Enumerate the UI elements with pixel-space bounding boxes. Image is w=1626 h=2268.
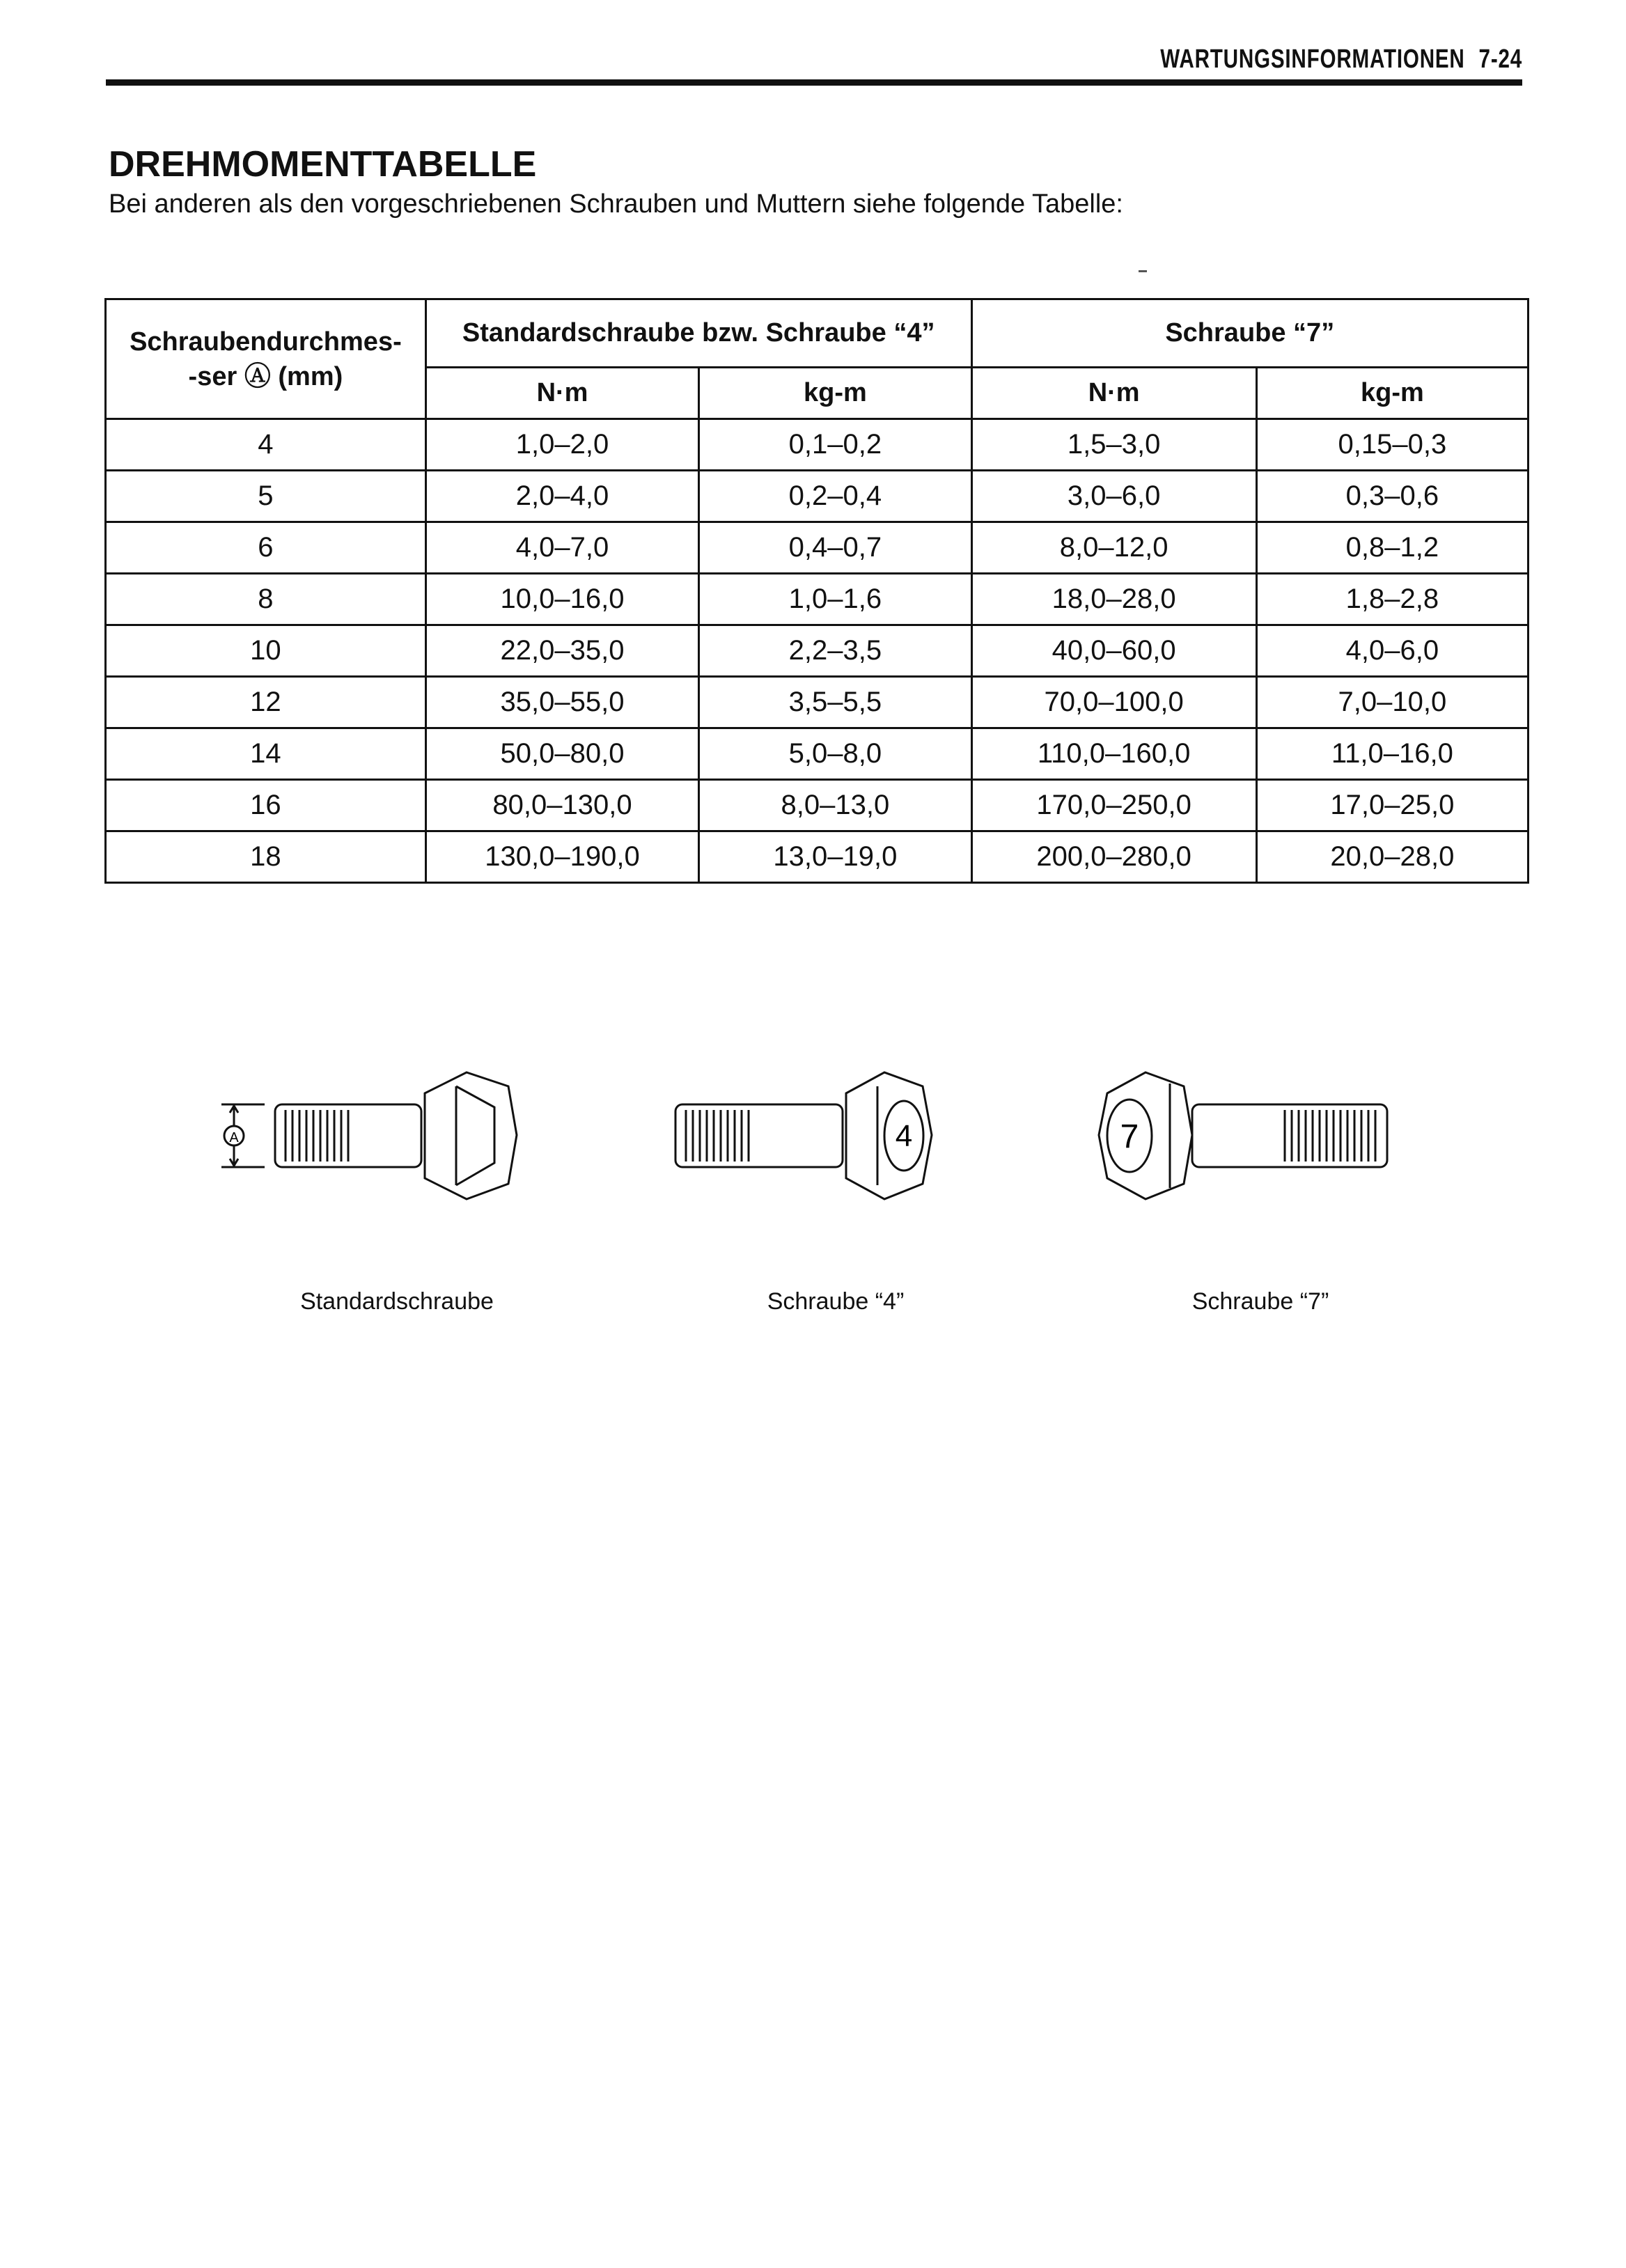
seven-kgm-cell: 1,8–2,8 [1256, 574, 1528, 625]
standard-kgm-cell: 1,0–1,6 [699, 574, 971, 625]
thread-lines [686, 1110, 749, 1162]
diameter-cell: 18 [106, 831, 426, 883]
standard-nm-cell: 50,0–80,0 [425, 728, 698, 780]
standard-kgm-cell: 5,0–8,0 [699, 728, 971, 780]
caption-bolt-4: Schraube “4” [767, 1288, 905, 1315]
seven-nm-cell: 170,0–250,0 [971, 780, 1256, 831]
seven-kgm-cell: 4,0–6,0 [1256, 625, 1528, 677]
seven-nm-cell: 3,0–6,0 [971, 471, 1256, 522]
unit-nm-standard: N·m [425, 368, 698, 419]
standard-nm-cell: 4,0–7,0 [425, 522, 698, 574]
thread-lines [1285, 1110, 1375, 1162]
intro-text: Bei anderen als den vorgeschriebenen Schrauben und Muttern siehe folgende Tabelle: [109, 189, 1123, 219]
standard-kgm-cell: 0,2–0,4 [699, 471, 971, 522]
thread-lines [286, 1110, 348, 1162]
bolt-shank [1192, 1104, 1387, 1167]
stray-mark [1139, 270, 1147, 272]
standard-nm-cell: 130,0–190,0 [425, 831, 698, 883]
diameter-cell: 5 [106, 471, 426, 522]
seven-nm-cell: 8,0–12,0 [971, 522, 1256, 574]
table-row [106, 419, 1529, 471]
diameter-cell: 6 [106, 522, 426, 574]
diameter-header [106, 299, 426, 419]
diameter-cell: 4 [106, 419, 426, 471]
page-title: DREHMOMENTTABELLE [109, 144, 537, 185]
standard-nm-cell: 35,0–55,0 [425, 677, 698, 728]
diameter-cell: 16 [106, 780, 426, 831]
standard-kgm-cell: 2,2–3,5 [699, 625, 971, 677]
table-row [106, 780, 1529, 831]
standard-nm-cell: 22,0–35,0 [425, 625, 698, 677]
diameter-header-line1: Schraubendurchmes- [130, 327, 402, 357]
diameter-cell: 10 [106, 625, 426, 677]
seven-kgm-cell: 20,0–28,0 [1256, 831, 1528, 883]
table-row [106, 625, 1529, 677]
standard-kgm-cell: 0,1–0,2 [699, 419, 971, 471]
seven-kgm-cell: 17,0–25,0 [1256, 780, 1528, 831]
seven-kgm-cell: 0,15–0,3 [1256, 419, 1528, 471]
hex-head [1099, 1072, 1192, 1199]
bolt-4-figure [669, 1065, 961, 1205]
hex-head [425, 1072, 517, 1199]
table-row [106, 831, 1529, 883]
bolt-7-figure [1093, 1065, 1400, 1205]
table-row [106, 574, 1529, 625]
seven-kgm-cell: 11,0–16,0 [1256, 728, 1528, 780]
caption-bolt-7: Schraube “7” [1191, 1288, 1329, 1315]
standard-nm-cell: 1,0–2,0 [425, 419, 698, 471]
page-header [417, 45, 1522, 82]
caption-standard: Standardschraube [300, 1288, 494, 1315]
diameter-cell: 8 [106, 574, 426, 625]
seven-group-header: Schraube “7” [971, 299, 1528, 368]
standard-kgm-cell: 8,0–13,0 [699, 780, 971, 831]
table-body [106, 419, 1529, 883]
standard-kgm-cell: 3,5–5,5 [699, 677, 971, 728]
seven-kgm-cell: 0,8–1,2 [1256, 522, 1528, 574]
section-title: WARTUNGSINFORMATIONEN [1160, 45, 1465, 74]
seven-nm-cell: 70,0–100,0 [971, 677, 1256, 728]
hex-head [846, 1072, 932, 1199]
mark-4: 4 [895, 1119, 913, 1153]
standard-kgm-cell: 13,0–19,0 [699, 831, 971, 883]
diameter-header-line2: -ser Ⓐ (mm) [188, 361, 343, 391]
seven-nm-cell: 1,5–3,0 [971, 419, 1256, 471]
standard-kgm-cell: 0,4–0,7 [699, 522, 971, 574]
torque-table [104, 298, 1529, 884]
table-row [106, 728, 1529, 780]
seven-nm-cell: 200,0–280,0 [971, 831, 1256, 883]
table-row [106, 677, 1529, 728]
page-number: 7-24 [1478, 45, 1522, 74]
table-row [106, 522, 1529, 574]
dimension-label: A [229, 1130, 239, 1145]
standard-nm-cell: 80,0–130,0 [425, 780, 698, 831]
unit-nm-seven: N·m [971, 368, 1256, 419]
mark-7: 7 [1120, 1118, 1139, 1155]
standard-group-header: Standardschraube bzw. Schraube “4” [425, 299, 971, 368]
diameter-cell: 12 [106, 677, 426, 728]
unit-kgm-standard: kg-m [699, 368, 971, 419]
seven-nm-cell: 110,0–160,0 [971, 728, 1256, 780]
unit-kgm-seven: kg-m [1256, 368, 1528, 419]
seven-nm-cell: 18,0–28,0 [971, 574, 1256, 625]
standard-nm-cell: 2,0–4,0 [425, 471, 698, 522]
table-row [106, 471, 1529, 522]
standard-nm-cell: 10,0–16,0 [425, 574, 698, 625]
seven-kgm-cell: 0,3–0,6 [1256, 471, 1528, 522]
seven-nm-cell: 40,0–60,0 [971, 625, 1256, 677]
diameter-cell: 14 [106, 728, 426, 780]
header-rule [106, 79, 1522, 86]
seven-kgm-cell: 7,0–10,0 [1256, 677, 1528, 728]
standard-bolt-figure [216, 1065, 550, 1205]
